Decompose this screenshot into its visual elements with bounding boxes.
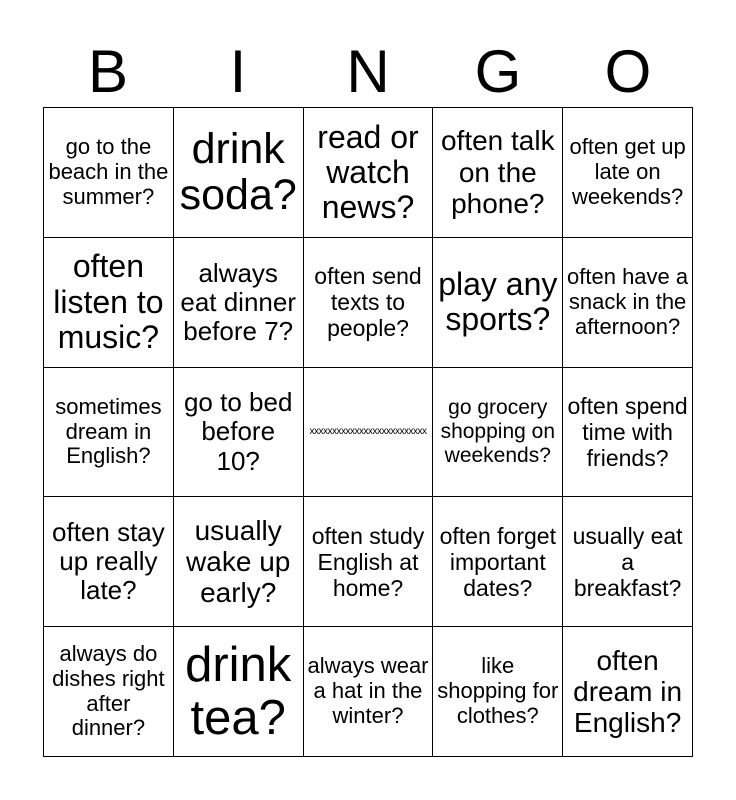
cell-text: go grocery shopping on weekends? <box>440 396 555 467</box>
header-letter-g: G <box>474 38 522 105</box>
cell-text: always do dishes right after dinner? <box>52 640 165 741</box>
bingo-cell-r5c2[interactable] <box>174 627 304 757</box>
cell-text: usually wake up early? <box>186 514 291 609</box>
cell-text: usually eat a breakfast? <box>572 522 683 601</box>
bingo-cell-r2c2[interactable] <box>174 238 304 368</box>
cell-text: read or watch news? <box>317 118 419 225</box>
header-letter-i: I <box>229 38 247 105</box>
cell-text: often get up late on weekends? <box>569 134 686 209</box>
cell-text: often have a snack in the afternoon? <box>567 263 689 339</box>
bingo-cell-r4c5[interactable] <box>563 497 693 627</box>
cell-text: xxxxxxxxxxxxxxxxxxxxxxxxxx <box>309 426 427 438</box>
bingo-cell-r2c1[interactable] <box>44 238 174 368</box>
bingo-cell-r4c1[interactable] <box>44 497 174 627</box>
cell-text: often spend time with friends? <box>567 393 688 471</box>
header-letter-n: N <box>346 38 390 105</box>
cell-text: like shopping for clothes? <box>437 653 559 729</box>
bingo-cell-free-space[interactable] <box>304 368 434 498</box>
cell-text: go to the beach in the summer? <box>48 134 169 209</box>
bingo-cell-r5c3[interactable] <box>304 627 434 757</box>
bingo-cell-r5c1[interactable] <box>44 627 174 757</box>
bingo-board <box>43 107 693 757</box>
cell-text: often dream in English? <box>573 644 683 739</box>
bingo-cell-r3c2[interactable] <box>174 368 304 498</box>
bingo-cell-r5c5[interactable] <box>563 627 693 757</box>
bingo-cell-r1c3[interactable] <box>304 108 434 238</box>
header-letter-b: B <box>87 38 129 105</box>
cell-text: often stay up really late? <box>52 517 165 606</box>
bingo-cell-r3c5[interactable] <box>563 368 693 498</box>
bingo-cell-r2c5[interactable] <box>563 238 693 368</box>
cell-text: often send texts to people? <box>314 263 422 342</box>
bingo-cell-r4c4[interactable] <box>433 497 563 627</box>
bingo-cell-r2c4[interactable] <box>433 238 563 368</box>
cell-text: often forget important dates? <box>439 522 556 601</box>
cell-text: drink tea? <box>185 637 292 745</box>
bingo-cell-r5c4[interactable] <box>433 627 563 757</box>
bingo-cell-r2c3[interactable] <box>304 238 434 368</box>
bingo-cell-r3c4[interactable] <box>433 368 563 498</box>
cell-text: sometimes dream in English? <box>55 393 162 469</box>
bingo-cell-r3c1[interactable] <box>44 368 174 498</box>
bingo-cell-r1c5[interactable] <box>563 108 693 238</box>
cell-text: often talk on the phone? <box>440 125 555 220</box>
cell-text: play any sports? <box>438 266 558 338</box>
cell-text: drink soda? <box>179 124 297 220</box>
bingo-cell-r1c1[interactable] <box>44 108 174 238</box>
bingo-cell-r1c2[interactable] <box>174 108 304 238</box>
cell-text: often listen to music? <box>53 248 164 355</box>
cell-text: often study English at home? <box>311 522 425 601</box>
cell-text: go to bed before 10? <box>183 387 293 476</box>
header-letter-o: O <box>604 38 652 105</box>
bingo-cell-r4c3[interactable] <box>304 497 434 627</box>
bingo-cell-r1c4[interactable] <box>433 108 563 238</box>
bingo-header <box>43 38 693 106</box>
cell-text: always eat dinner before 7? <box>180 257 297 346</box>
bingo-cell-r4c2[interactable] <box>174 497 304 627</box>
cell-text: always wear a hat in the winter? <box>307 653 429 729</box>
